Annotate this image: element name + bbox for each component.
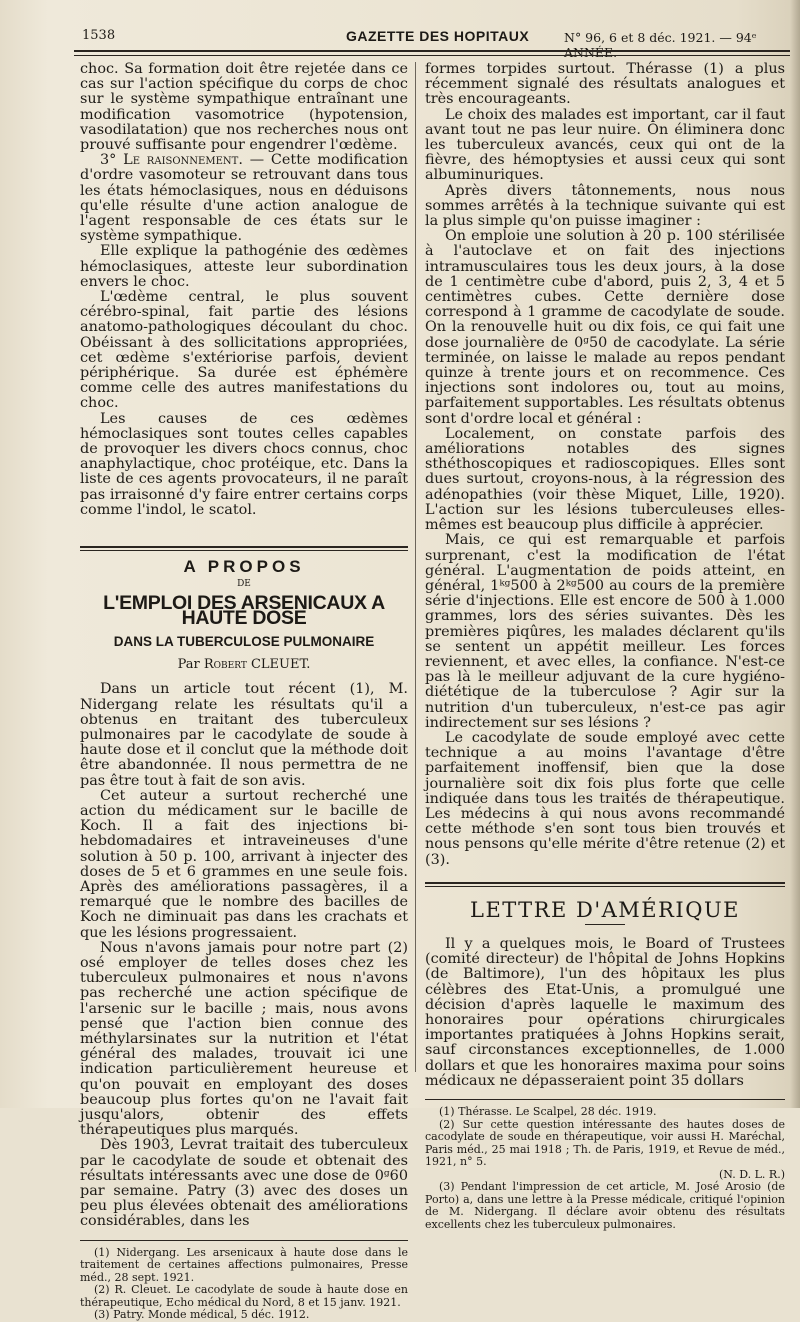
paragraph: Elle explique la pathogénie des œdèmes hémoclasiques, atteste leur subordination envers le choc. — [80, 243, 408, 290]
column-separator — [415, 62, 416, 1072]
paragraph: Localement, on constate parfois des améliorations notables des signes sthéthoscopiques et radioscopiques. Elles sont dues surtout, croyons-nous, à la régression des adénopathies (voir thèse Miquet, Lille, 1920). L'action sur les lésions tuberculeuses elles-mêmes est beaucoup plus difficile à apprécier. — [425, 425, 785, 534]
paragraph: 3° Le raisonnement. — Cette modification d'ordre vasomoteur se retrouvant dans tous les états hémoclasiques, nous en déduisons qu'elle résulte d'une action analogue de l'agent responsable de ces états sur le système sympathique. — [80, 152, 408, 245]
left-column — [80, 62, 408, 1322]
section-title: LETTRE D'AMÉRIQUE — [470, 897, 740, 922]
footnotes-right — [425, 1106, 785, 1231]
footnote: (1) Nidergang. Les arsenicaux à haute dose dans le traitement de certaines affections pulmonaires, Presse méd., 28 sept. 1921. — [80, 1245, 408, 1284]
footnote: (3) Patry. Monde médical, 5 déc. 1912. — [94, 1308, 310, 1322]
right-column — [425, 62, 785, 1231]
section-kicker: A PROPOS — [183, 557, 305, 577]
paragraph: formes torpides surtout. Thérasse (1) a plus récemment signalé des résultats analogues et très encourageants. — [425, 61, 785, 108]
footnote-rule — [425, 1099, 785, 1100]
issue-info: N° 96, 6 et 8 déc. 1921. — 94ᵉ ANNÉE. — [564, 30, 757, 60]
footnote: (1) Thérasse. Le Scalpel, 28 déc. 1919. — [439, 1105, 657, 1118]
article-subtitle: DANS LA TUBERCULOSE PULMONAIRE — [113, 633, 375, 649]
paragraph: Cet auteur a surtout recherché une action du médicament sur le bacille de Koch. Il a fait des injections bi-hebdomadaires et intraveineuses d'une solution à 50 p. 100, arrivant à injecter des doses de 5 et 6 grammes en une seule fois. Après des améliorations passagères, il a remarqué que le nombre des bacilles de Koch ne diminuait pas dans les crachats et que les lésions progressaient. — [80, 787, 408, 941]
paragraph: Le choix des malades est important, car il faut avant tout ne pas leur nuire. On éliminera donc les tuberculeux avancés, ceux qui ont de la fièvre, des hémoptysies et aussi ceux qui sont albuminuriques. — [425, 106, 785, 184]
footnote-rule — [80, 1240, 408, 1241]
paragraph: Il y a quelques mois, le Board of Trustees (comité directeur) de l'hôpital de Johns Hopkins (de Baltimore), l'un des hôpitaux les plus célèbres des Etat-Unis, a promulgué une décision d'après laquelle le maximum des honoraires pour opérations chirurgicales importantes pratiquées à Johns Hopkins serait, sauf circonstances exceptionnelles, de 1.000 dollars et que les honoraires maxima pour soins médicaux ne dépasseraient point 35 dollars — [425, 935, 785, 1089]
paragraph: L'œdème central, le plus souvent cérébro-spinal, fait partie des lésions anatomo-pathologiques découlant du choc. Obéissant à des sollicitations appropriées, cet œdème s'extériorise parfois, devient périphérique. Sa durée est éphémère comme celle des autres manifestations du choc. — [80, 289, 408, 412]
header-rule — [74, 50, 790, 52]
section-kicker-de: DE — [237, 579, 251, 590]
journal-title: GAZETTE DES HOPITAUX — [346, 28, 530, 44]
section-divider — [425, 882, 785, 887]
paragraph: Dès 1903, Levrat traitait des tuberculeux par le cacodylate de soude et obtenait des résultats intéressants avec une dose de 0ᵍ60 par semaine. Patry (3) avec des doses un peu plus élevées obtenait des améliorations considérables, dans les — [80, 1137, 408, 1230]
page-number: 1538 — [82, 28, 116, 43]
page-edge-shadow — [790, 0, 800, 1108]
article-author: Par Robert CLEUET. — [177, 657, 311, 673]
article-title: L'EMPLOI DES ARSENICAUX A HAUTE DOSE — [103, 591, 385, 629]
paragraph: Dans un article tout récent (1), M. Nidergang relate les résultats qu'il a obtenus en traitant des tuberculeux pulmonaires par le cacodylate de soude à haute dose et il conclut que la méthode doit être abandonnée. Il nous permettra de ne pas être tout à fait de son avis. — [80, 681, 408, 789]
section-divider — [80, 546, 408, 551]
paragraph: On emploie une solution à 20 p. 100 stérilisée à l'autoclave et on fait des injections intramusculaires tous les deux jours, à la dose de 1 centimètre cube d'abord, puis 2, 3, 4 et 5 centimètres cubes. Cette dernière dose correspond à 1 gramme de cacodylate de soude. On la renouvelle huit ou dix fois, ce qui fait une dose journalière de 0ᵍ50 de cacodylate. La série terminée, on laisse le malade au repos pendant quinze à trente jours et on recommence. Ces injections sont indolores ou, tout au moins, parfaitement supportables. Les résultats obtenus sont d'ordre local et général : — [425, 228, 785, 427]
footnotes-left — [80, 1247, 408, 1322]
paragraph: Les causes de ces œdèmes hémoclasiques sont toutes celles capables de provoquer les divers chocs connus, choc anaphylactique, choc protéique, etc. Dans la liste de ces agents provocateurs, il ne paraît pas irraisonné d'y faire entrer certains corps comme l'indol, le scatol. — [80, 410, 408, 518]
footnote: (2) R. Cleuet. Le cacodylate de soude à haute dose en thérapeutique, Echo médical du Nord, 8 et 15 janv. 1921. — [80, 1283, 408, 1309]
paragraph: choc. Sa formation doit être rejetée dans ce cas sur l'action spécifique du corps de choc sur le système sympathique entraînant une modification vasomotrice (hypotension, vasodilatation) que nos recherches nous ont prouvé suffisante pour engendrer l'œdème. — [80, 61, 408, 154]
page-header — [70, 26, 790, 60]
footnote: (2) Sur cette question intéressante des hautes doses de cacodylate de soude en thérapeutique, voir aussi H. Maréchal, Paris méd., 25 mai 1918 ; Th. de Paris, 1919, et Revue de méd., 1921, n° 5. — [425, 1117, 785, 1168]
header-rule-thin — [74, 55, 790, 56]
paragraph: Mais, ce qui est remarquable et parfois surprenant, c'est la modification de l'état général. L'augmentation de poids atteint, en général, 1ᵏᵍ500 à 2ᵏᵍ500 au cours de la première série d'injections. Elle est encore de 500 à 1.000 grammes, lors des séries suivantes. Dès les premières piqûres, les malades déclarent qu'ils se sentent un appétit meilleur. Les forces reviennent, et avec elles, la confiance. N'est-ce pas là le meilleur adjuvant de la cure hygiéno-diététique de la tuberculose ? Agir sur la nutrition d'un tuberculeux, n'est-ce pas agir indirectement sur ses lésions ? — [425, 532, 785, 731]
paragraph: Nous n'avons jamais pour notre part (2) osé employer de telles doses chez les tuberculeux pulmonaires et nous n'avons pas recherché une action spécifique de l'arsenic sur le bacille ; mais, nous avons pensé que l'action bien connue des méthylarsinates sur la nutrition et l'état général des malades, trouvait ici une indication particulièrement heureuse et qu'on pouvait en employant des doses beaucoup plus fortes qu'on ne l'avait fait jusqu'alors, obtenir des effets thérapeutiques plus marqués. — [80, 939, 408, 1139]
paragraph: Le cacodylate de soude employé avec cette technique a au moins l'avantage d'être parfaitement inoffensif, bien que la dose journalière soit dix fois plus forte que celle indiquée dans tous les traités de thérapeutique. Les médecins à qui nous avons recommandé cette méthode s'en sont tous bien trouvés et nous pensons qu'elle mérite d'être retenue (2) et (3). — [425, 729, 785, 868]
paragraph: Après divers tâtonnements, nous nous sommes arrêtés à la technique suivante qui est la plus simple qu'on puisse imaginer : — [425, 182, 785, 230]
title-rule — [585, 924, 625, 925]
footnote-signature: (N. D. L. R.) — [719, 1167, 785, 1181]
section-lead: 3° Le raisonnement. — [100, 152, 243, 169]
footnote: (3) Pendant l'impression de cet article, M. José Arosio (de Porto) a, dans une lettre à la Presse médicale, critiqué l'opinion de M. Nidergang. Il déclare avoir obtenu des résultats excellents chez les tuberculeux pulmonaires. — [425, 1180, 785, 1231]
